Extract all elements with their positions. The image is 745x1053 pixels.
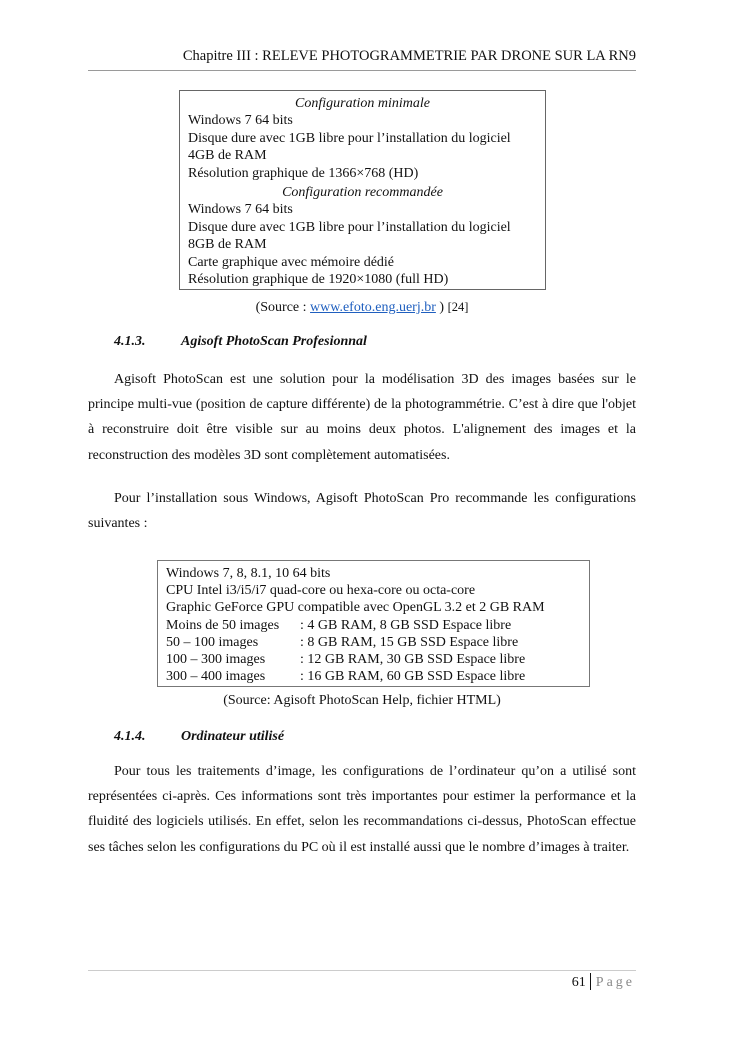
page-label: Page	[595, 975, 635, 990]
min-config-title: Configuration minimale	[295, 96, 430, 111]
req-row	[166, 617, 581, 634]
header-rule	[88, 70, 636, 71]
section-number: 4.1.4.	[114, 729, 146, 744]
table2-source: (Source: Agisoft PhotoScan Help, fichier HTML)	[223, 693, 501, 708]
config-table-efoto	[179, 90, 546, 290]
source-ref: [24]	[447, 300, 469, 314]
page-number: 61	[571, 975, 586, 990]
req-value: : 12 GB RAM, 30 GB SSD Espace libre	[300, 652, 526, 668]
paragraph-text: Agisoft PhotoScan est une solution pour la modélisation 3D des images basées sur le principe multi-vue (position de capture différente) de la photogrammétrie. C’est à dire que l'objet à reconstruire doit être visible sur au moins deux photos. L'alignement des images et la reconstruction des modèles 3D sont complètement automatisées.	[88, 372, 636, 463]
req-label: 100 – 300 images	[166, 652, 266, 668]
req-label: 50 – 100 images	[166, 634, 259, 650]
table1-source	[88, 300, 636, 316]
section-heading-414	[114, 729, 284, 745]
rec-config-item: 8GB de RAM	[188, 237, 267, 253]
footer-divider	[590, 973, 591, 990]
req-label: Moins de 50 images	[166, 617, 280, 633]
min-config-item: Windows 7 64 bits	[188, 113, 293, 129]
req-value: : 16 GB RAM, 60 GB SSD Espace libre	[300, 669, 526, 685]
paragraph-text: Pour l’installation sous Windows, Agisoft PhotoScan Pro recommande les configurations suivantes :	[88, 491, 636, 532]
section-heading-413	[114, 334, 367, 350]
min-config-item: 4GB de RAM	[188, 148, 267, 164]
paragraph-text: Pour tous les traitements d’image, les configurations de l’ordinateur qu’on a utilisé sont représentées ci-après. Ces informations sont très importantes pour estimer la performance et la fluidité des logiciels utilisés. En effet, selon les recommandations ci-dessus, PhotoScan effectue ses tâches selon les configurations du PC où il est installé aussi que le nombre d’images à traiter.	[88, 764, 636, 855]
req-value: : 8 GB RAM, 15 GB SSD Espace libre	[300, 634, 519, 650]
section-title: Ordinateur utilisé	[181, 729, 285, 744]
paragraph	[88, 367, 636, 468]
footer-rule	[88, 970, 636, 971]
rec-config-item: Carte graphique avec mémoire dédié	[188, 254, 395, 270]
page-footer	[572, 973, 635, 991]
rec-config-item: Résolution graphique de 1920×1080 (full HD)	[188, 272, 449, 288]
rec-config-title: Configuration recommandée	[282, 185, 443, 201]
page-header: Chapitre III : RELEVE PHOTOGRAMMETRIE PAR DRONE SUR LA RN9	[182, 48, 636, 64]
min-config-item: Résolution graphique de 1366×768 (HD)	[188, 165, 419, 181]
config-table-photoscan	[157, 560, 590, 687]
req-row	[166, 634, 581, 651]
section-number: 4.1.3.	[114, 334, 146, 349]
req-row	[166, 668, 581, 685]
source-prefix: (Source :	[255, 300, 311, 315]
section-title: Agisoft PhotoScan Profesionnal	[181, 334, 367, 349]
min-config-item: Disque dure avec 1GB libre pour l’installation du logiciel	[188, 130, 511, 146]
req-row	[166, 651, 581, 668]
source-suffix: )	[435, 300, 445, 315]
rec-config-item: Disque dure avec 1GB libre pour l’installation du logiciel	[188, 219, 511, 235]
source-link[interactable]: www.efoto.eng.uerj.br	[310, 300, 436, 315]
req-line: CPU Intel i3/i5/i7 quad-core ou hexa-core ou octa-core	[166, 583, 476, 599]
paragraph	[88, 486, 636, 536]
req-label: 300 – 400 images	[166, 669, 266, 685]
req-line: Windows 7, 8, 8.1, 10 64 bits	[166, 566, 331, 581]
req-value: : 4 GB RAM, 8 GB SSD Espace libre	[300, 617, 512, 633]
req-line: Graphic GeForce GPU compatible avec OpenGL 3.2 et 2 GB RAM	[166, 600, 545, 616]
paragraph	[88, 759, 636, 860]
rec-config-item: Windows 7 64 bits	[188, 202, 293, 218]
